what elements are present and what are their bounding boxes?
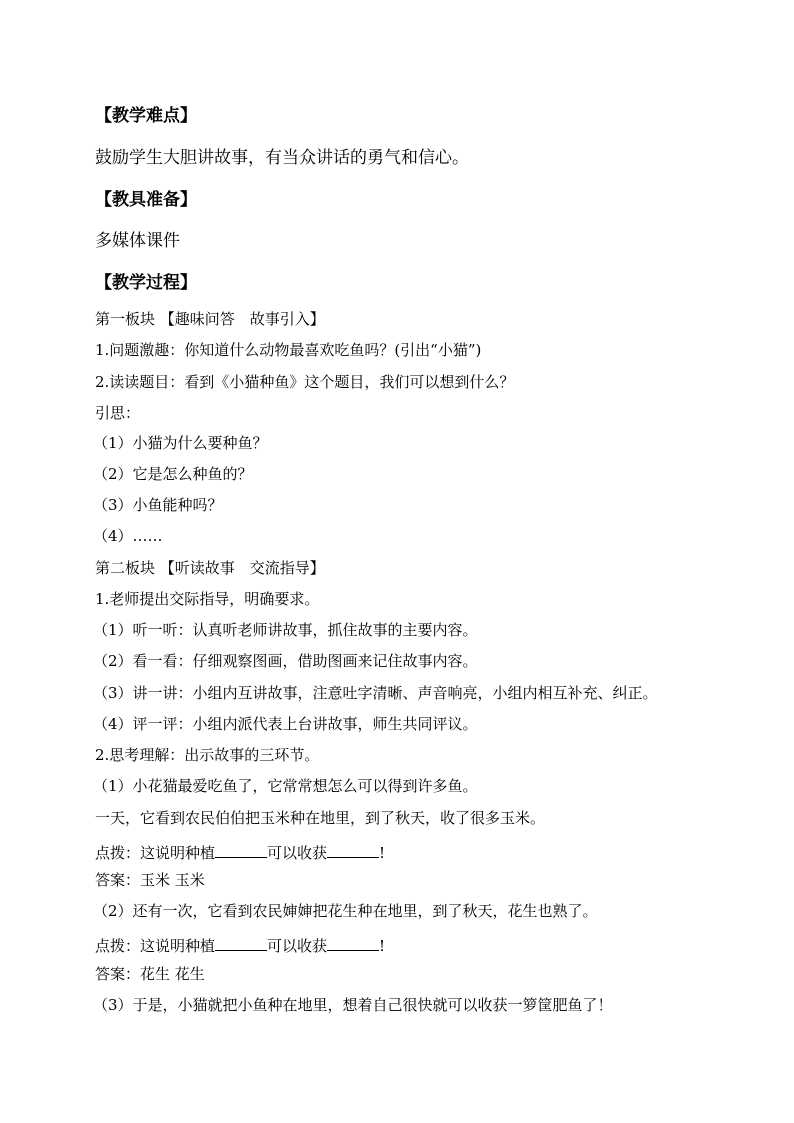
prompt-label: 引思： [95,404,141,422]
story-peanut-line: （2）还有一次，它看到农民婶婶把花生种在地里，到了秋天，花生也熟了。 [93,902,598,920]
story-fish-line: （3）于是，小猫就把小鱼种在地里，想着自己很快就可以收获一箩筐肥鱼了！ [93,996,613,1014]
fill-blank [215,843,267,858]
block-two-title: 第二板块 【听读故事 交流指导】 [95,559,325,577]
tools-text: 多媒体课件 [95,231,180,251]
hint-mid: 可以收获 [267,844,328,862]
hint-end: ! [379,937,386,955]
story-corn-line: 一天，它看到农民伯伯把玉米种在地里，到了秋天，收了很多玉米。 [95,809,546,827]
guidance-item: （3）讲一讲：小组内互讲故事，注意吐字清晰、声音响亮，小组内相互补充、纠正。 [93,684,658,702]
guidance-item: （4）评一评：小组内派代表上台讲故事，师生共同评议。 [93,715,478,733]
guidance-item: （2）看一看：仔细观察图画，借助图画来记住故事内容。 [93,652,478,670]
hint-prefix: 点拨：这说明种植 [95,937,216,955]
hint-corn [95,843,385,861]
story-part-one: （1）小花猫最爱吃鱼了，它常常想怎么可以得到许多鱼。 [93,777,478,795]
step-guidance: 1.老师提出交际指导，明确要求。 [95,590,320,608]
process-heading: 【教学过程】 [95,273,197,293]
fill-blank [327,936,379,951]
difficulty-heading: 【教学难点】 [95,106,197,126]
difficulty-text: 鼓励学生大胆讲故事，有当众讲话的勇气和信心。 [95,148,469,168]
answer-peanut: 答案：花生 花生 [95,965,205,983]
prompt-item: （1）小猫为什么要种鱼？ [93,434,268,452]
guidance-item: （1）听一听：认真听老师讲故事，抓住故事的主要内容。 [93,621,478,639]
step-title-read: 2.读读题目：看到《小猫种鱼》这个题目，我们可以想到什么？ [95,373,515,391]
fill-blank [215,936,267,951]
hint-prefix: 点拨：这说明种植 [95,844,216,862]
block-one-title: 第一板块 【趣味问答 故事引入】 [95,310,325,328]
tools-heading: 【教具准备】 [95,190,197,210]
prompt-item: （3）小鱼能种吗？ [93,496,223,514]
step-understanding: 2.思考理解：出示故事的三环节。 [95,746,320,764]
prompt-item: （4）…… [93,527,163,545]
hint-peanut [95,936,385,954]
step-question: 1.问题激趣：你知道什么动物最喜欢吃鱼吗？(引出“小猫”) [95,341,482,359]
hint-mid: 可以收获 [267,937,328,955]
answer-corn: 答案：玉米 玉米 [95,871,205,889]
fill-blank [327,843,379,858]
hint-end: ! [379,844,386,862]
prompt-item: （2）它是怎么种鱼的？ [93,465,253,483]
